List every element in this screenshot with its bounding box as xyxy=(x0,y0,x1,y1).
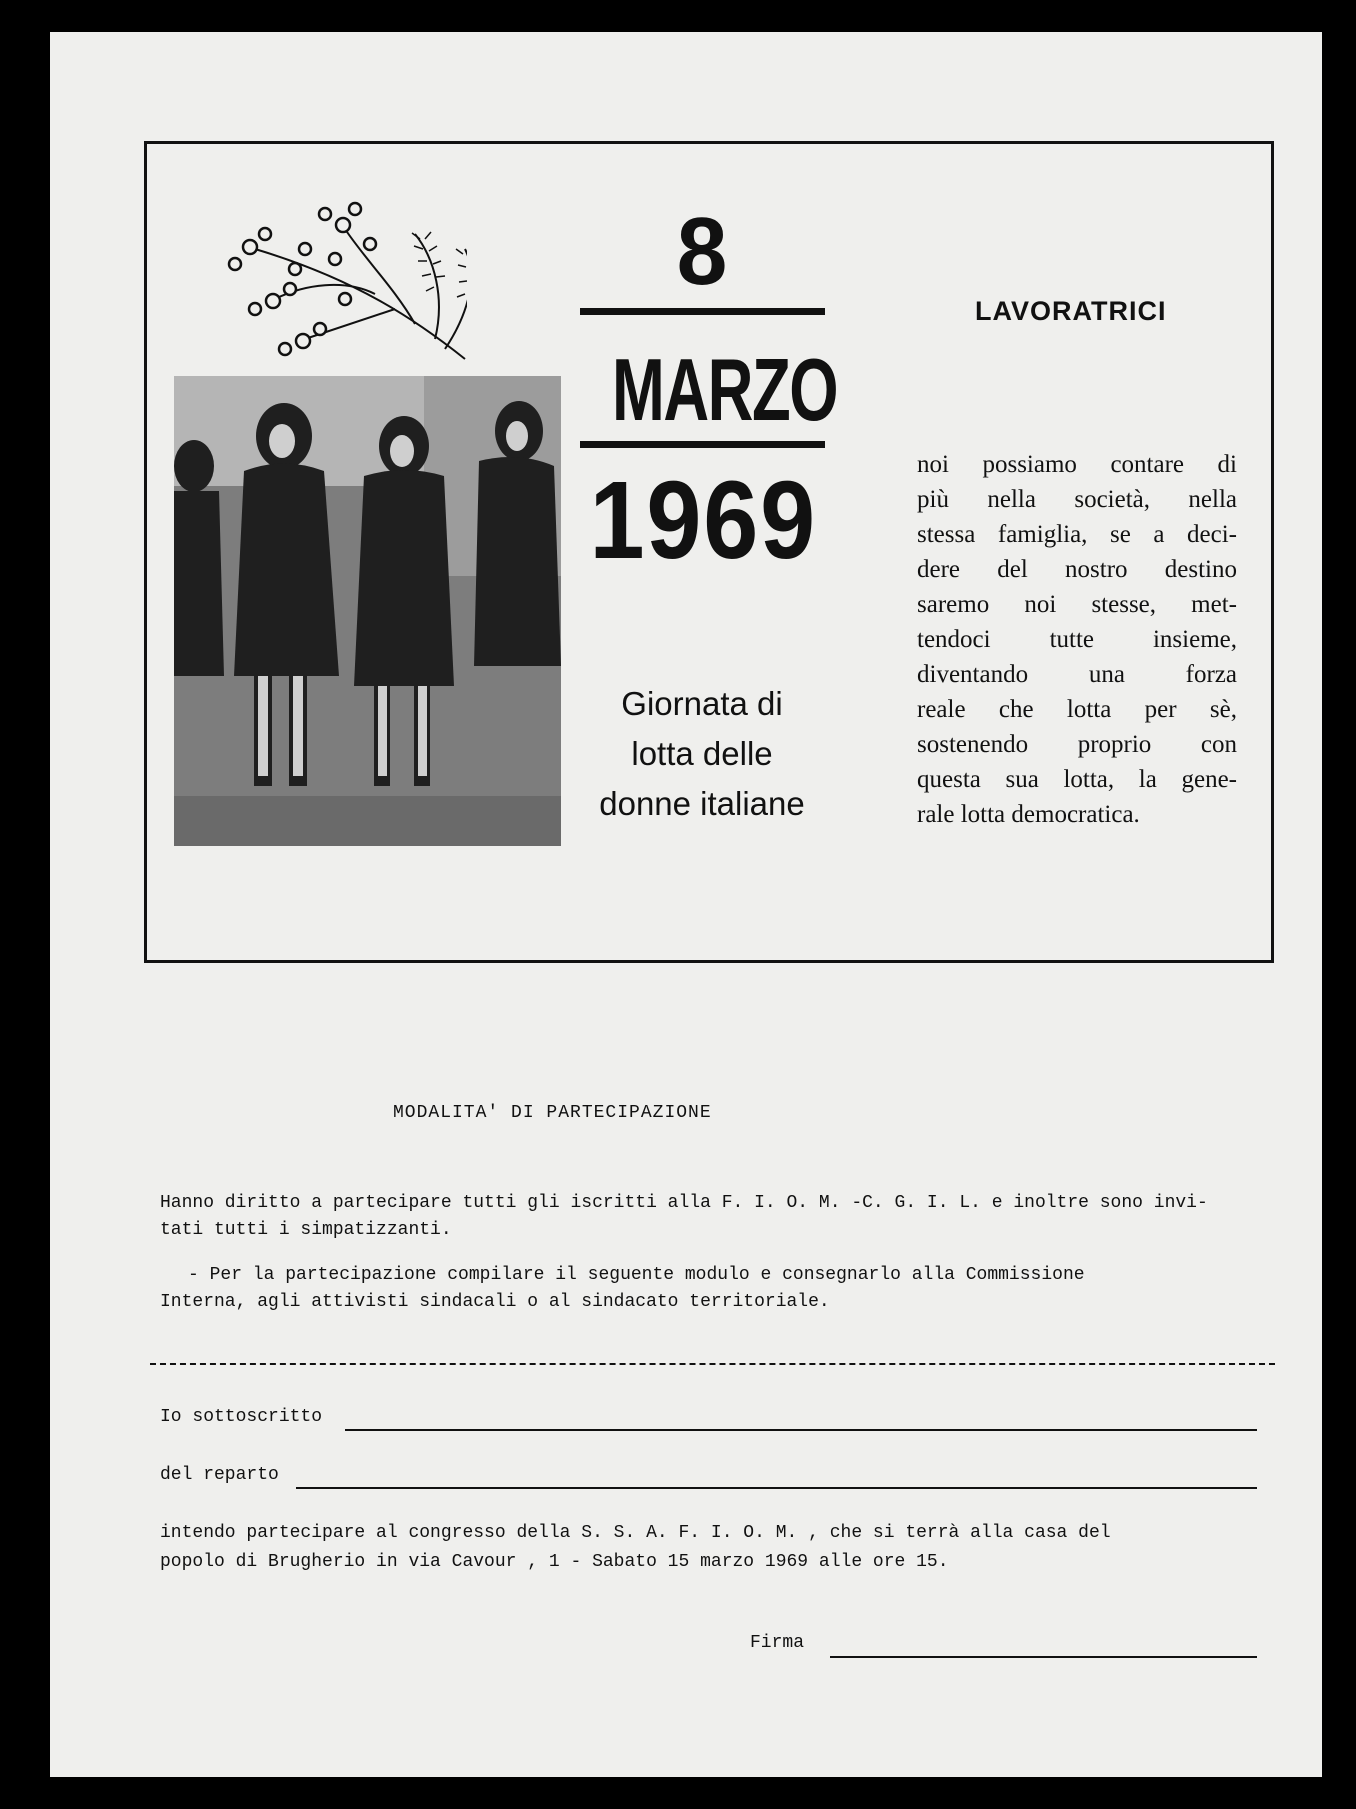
appeal-line: stessa famiglia, se a deci- xyxy=(917,521,1237,548)
poster-box xyxy=(144,141,1274,963)
paragraph-line: tati tutti i simpatizzanti. xyxy=(160,1220,452,1240)
date-rule-2 xyxy=(580,441,825,448)
form-title: MODALITA' DI PARTECIPAZIONE xyxy=(393,1103,712,1123)
cut-line xyxy=(150,1363,1275,1365)
photo-women-marching xyxy=(174,376,561,846)
appeal-line: questa sua lotta, la gene- xyxy=(917,766,1237,793)
congress-paragraph xyxy=(160,1519,1260,1577)
date-month: MARZO xyxy=(612,340,838,439)
department-field-label: del reparto xyxy=(160,1465,279,1485)
headline-lavoratrici: LAVORATRICI xyxy=(975,296,1167,326)
paragraph-line: popolo di Brugherio in via Cavour , 1 - Sabato 15 marzo 1969 alle ore 15. xyxy=(160,1552,949,1572)
paragraph-line: Hanno diritto a partecipare tutti gli iscritti alla F. I. O. M. -C. G. I. L. e inoltre sono invi- xyxy=(160,1193,1208,1213)
instructions-paragraph xyxy=(160,1262,1260,1316)
mimosa-sprig-illustration xyxy=(195,189,467,364)
date-rule-1 xyxy=(580,308,825,315)
appeal-line: diventando una forza xyxy=(917,661,1237,688)
appeal-line: saremo noi stesse, met- xyxy=(917,591,1237,618)
paragraph-line: - Per la partecipazione compilare il seguente modulo e consegnarlo alla Commissione xyxy=(188,1265,1085,1285)
subtitle-line: Giornata di xyxy=(621,685,783,722)
appeal-line: sostenendo proprio con xyxy=(917,731,1237,758)
appeal-line: reale che lotta per sè, xyxy=(917,696,1237,723)
paragraph-line: intendo partecipare al congresso della S. S. A. F. I. O. M. , che si terrà alla casa del xyxy=(160,1523,1111,1543)
eligibility-paragraph xyxy=(160,1190,1260,1244)
appeal-line: dere del nostro destino xyxy=(917,556,1237,583)
date-block xyxy=(577,198,838,582)
name-field[interactable] xyxy=(345,1429,1257,1431)
date-day: 8 xyxy=(676,198,728,305)
date-year: 1969 xyxy=(589,459,817,582)
name-field-label: Io sottoscritto xyxy=(160,1407,323,1427)
appeal-line: tendoci tutte insieme, xyxy=(917,626,1237,653)
signature-field[interactable] xyxy=(830,1656,1257,1658)
appeal-text xyxy=(917,447,1237,832)
department-field[interactable] xyxy=(296,1487,1257,1489)
appeal-line: noi possiamo contare di xyxy=(917,451,1237,478)
appeal-line: più nella società, nella xyxy=(917,486,1237,513)
appeal-line: rale lotta democratica. xyxy=(917,801,1140,828)
subtitle-line: donne italiane xyxy=(599,785,805,822)
signature-label: Firma xyxy=(750,1633,805,1653)
subtitle-giornata xyxy=(577,679,827,829)
subtitle-line: lotta delle xyxy=(631,735,773,772)
paragraph-line: Interna, agli attivisti sindacali o al sindacato territoriale. xyxy=(160,1292,830,1312)
